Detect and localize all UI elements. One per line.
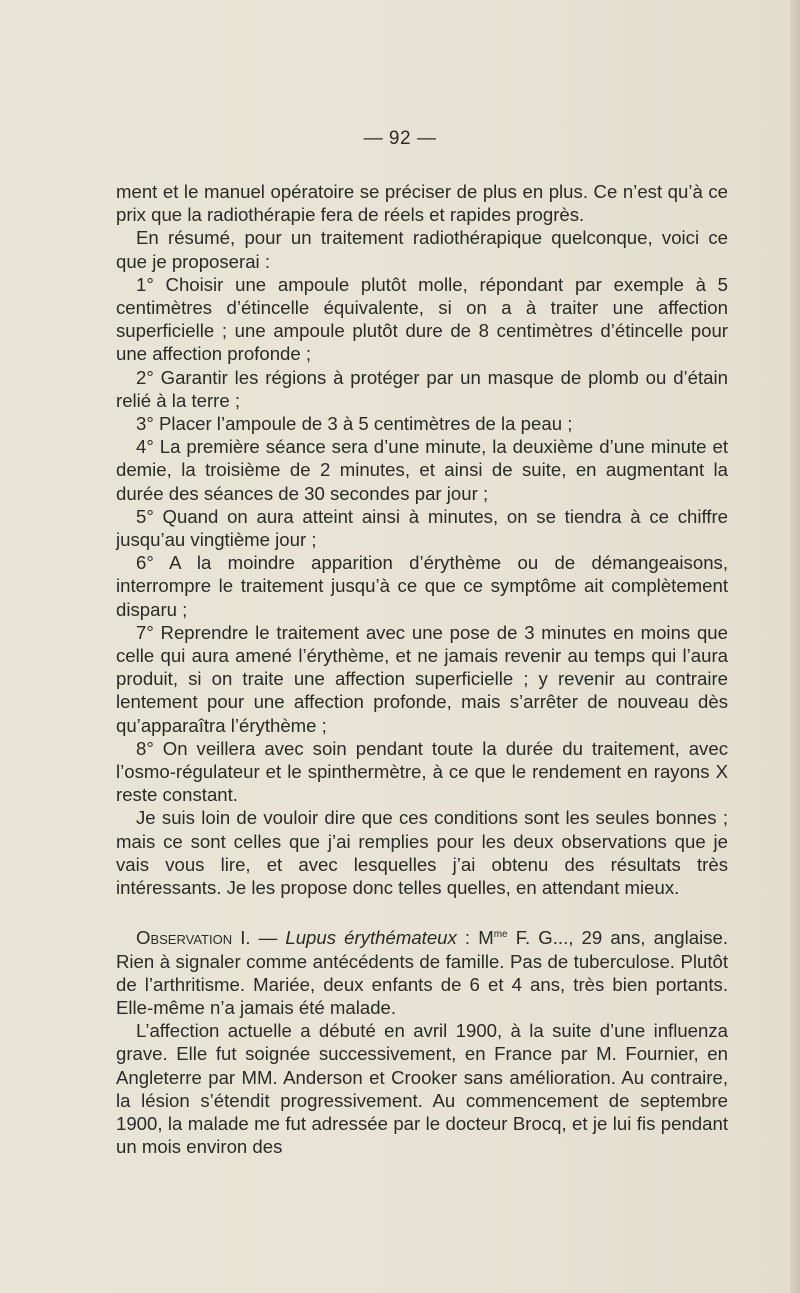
list-item-6: 6° A la moindre apparition d’érythème ou de démangeaisons, interrompre le traitement jusqu’à ce que ce symptôme ait complètement disparu ; bbox=[116, 552, 728, 620]
observation-history: L’affection actuelle a débuté en avril 1900, à la suite d’une influenza grave. Elle fut soignée successivement, en France par M. Fournier, en Angleterre par MM. Anderson et Crooker sans amélioration. Au contraire, la lésion s’étendit progressivement. Au commencement de septembre 1900, la malade me fut adressée par le docteur Brocq, et je lui fis pendant un mois environ des bbox=[116, 1020, 728, 1158]
observation-dash: — bbox=[250, 927, 286, 949]
page-number: — 92 — bbox=[363, 128, 437, 149]
observation-paragraph bbox=[116, 926, 728, 1019]
paragraph-continuation: ment et le manuel opératoire se préciser de plus en plus. Ce n’est qu’à ce prix que la radiothérapie fera de réels et rapides progrès. bbox=[116, 181, 728, 226]
observation-colon: : bbox=[456, 927, 479, 949]
list-item-3: 3° Placer l’ampoule de 3 à 5 centimètres de la peau ; bbox=[136, 413, 573, 435]
observation-title: Lupus érythémateux bbox=[285, 927, 457, 949]
patient-prefix: M bbox=[478, 927, 494, 949]
page-spine-edge bbox=[790, 0, 800, 1293]
patient-superscript: me bbox=[493, 929, 508, 941]
list-item-1: 1° Choisir une ampoule plutôt molle, répondant par exemple à 5 centimètres d’étincelle équivalente, si on a à traiter une affection superficielle ; une ampoule plutôt dure de 8 centimètres d’étincelle pour une affection profonde ; bbox=[116, 273, 728, 365]
paragraph-conclusion: Je suis loin de vouloir dire que ces conditions sont les seules bonnes ; mais ce sont celles que j’ai remplies pour les deux observations que je vais vous lire, et avec lesquelles j’ai obtenu des résultats très intéressants. Je les propose donc telles quelles, en attendant mieux. bbox=[116, 807, 728, 899]
list-item-7: 7° Reprendre le traitement avec une pose de 3 minutes en moins que celle qui aura amené l’érythème, et ne jamais revenir au temps qui l’aura produit, si on traite une affection superficielle ; y revenir au contraire lentement pour une affection profonde, mais s’arrêter de nouveau dès qu’apparaîtra l’érythème ; bbox=[116, 621, 728, 736]
list-item-8: 8° On veillera avec soin pendant toute la durée du traitement, avec l’osmo-régulateur et le spinthermètre, à ce que le rendement en rayons X reste constant. bbox=[116, 737, 728, 806]
body-text bbox=[116, 180, 728, 1158]
paragraph-summary-intro: En résumé, pour un traitement radiothérapique quelconque, voici ce que je proposerai : bbox=[116, 227, 728, 272]
patient-description: F. G..., 29 ans, anglaise. Rien à signaler comme antécédents de famille. Pas de tuberculose. Plutôt de l’arthritisme. Mariée, deux enfants de 6 et 4 ans, très bien portants. Elle-même n’a jamais été malade. bbox=[116, 927, 729, 1018]
list-item-5: 5° Quand on aura atteint ainsi à minutes, on se tiendra à ce chiffre jusqu’au vingtième jour ; bbox=[116, 505, 728, 551]
list-item-4: 4° La première séance sera d’une minute, la deuxième d’une minute et demie, la troisième de 2 minutes, et ainsi de suite, en augmentant la durée des séances de 30 secondes par jour ; bbox=[116, 436, 728, 504]
list-item-2: 2° Garantir les régions à protéger par un masque de plomb ou d’étain relié à la terre ; bbox=[116, 366, 728, 411]
observation-heading: Observation I. bbox=[136, 927, 251, 949]
